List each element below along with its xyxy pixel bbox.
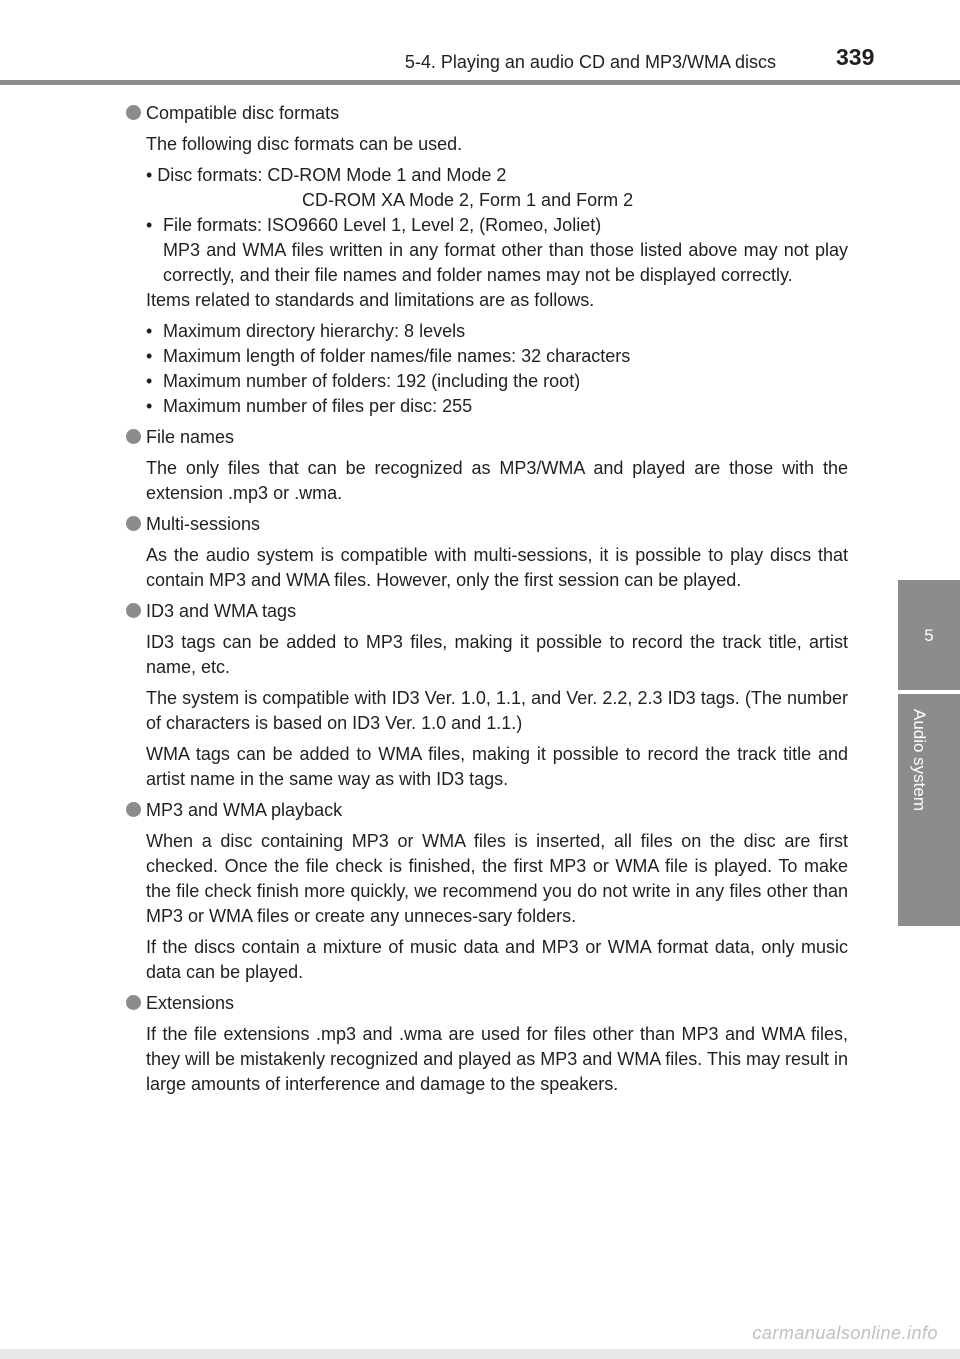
disc-formats-line-cont: CD-ROM XA Mode 2, Form 1 and Form 2 bbox=[302, 190, 634, 210]
section-title: 5-4. Playing an audio CD and MP3/WMA discs bbox=[404, 52, 776, 72]
list-bullet: • bbox=[146, 346, 153, 366]
paragraph: If the discs contain a mixture of music data and MP3 or WMA format data, only music data can be played. bbox=[146, 937, 848, 982]
list-bullet: • bbox=[146, 215, 153, 235]
section-compatible-disc-formats bbox=[126, 101, 848, 419]
page-number: 339 bbox=[836, 44, 875, 70]
list-bullet: • bbox=[146, 321, 153, 341]
section-extensions bbox=[126, 991, 848, 1097]
chapter-label-tab bbox=[898, 694, 960, 926]
limit-text: Maximum length of folder names/file names: 32 characters bbox=[163, 346, 631, 366]
header-rule bbox=[0, 80, 960, 85]
list-item bbox=[146, 319, 848, 344]
section-id3-wma-tags bbox=[126, 599, 848, 792]
section-heading: Compatible disc formats bbox=[146, 103, 340, 123]
list-item bbox=[146, 394, 848, 419]
section-heading: File names bbox=[146, 427, 235, 447]
paragraph: WMA tags can be added to WMA files, making it possible to record the track title and artist name in the same way as with ID3 tags. bbox=[146, 744, 848, 789]
list-item bbox=[146, 369, 848, 394]
limits-intro: Items related to standards and limitations are as follows. bbox=[146, 290, 595, 310]
limit-text: Maximum directory hierarchy: 8 levels bbox=[163, 321, 466, 341]
chapter-number: 5 bbox=[924, 626, 934, 645]
list-item bbox=[146, 344, 848, 369]
paragraph: The system is compatible with ID3 Ver. 1.0, 1.1, and Ver. 2.2, 2.3 ID3 tags. (The number of characters is based on ID3 Ver. 1.0 and 1.1.) bbox=[146, 688, 848, 733]
paragraph: If the file extensions .mp3 and .wma are used for files other than MP3 and WMA files, they will be mistakenly recognized and played as MP3 and WMA files. This may result in large amounts of interference and damage to the speakers. bbox=[146, 1024, 848, 1094]
limit-text: Maximum number of folders: 192 (including the root) bbox=[163, 371, 581, 391]
bullet-dot-icon bbox=[126, 429, 141, 444]
list-bullet: • bbox=[146, 396, 153, 416]
bullet-dot-icon bbox=[126, 802, 141, 817]
section-intro: The following disc formats can be used. bbox=[146, 134, 463, 154]
bullet-dot-icon bbox=[126, 516, 141, 531]
file-formats-note-text: MP3 and WMA files written in any format other than those listed above may not play correctly, and their file names and folder names may not be displayed correctly. bbox=[163, 240, 848, 285]
format-list bbox=[146, 163, 848, 288]
footer-bar bbox=[0, 1349, 960, 1359]
page-content bbox=[126, 95, 848, 1097]
paragraph: As the audio system is compatible with multi-sessions, it is possible to play discs that contain MP3 and WMA files. However, only the first session can be played. bbox=[146, 545, 848, 590]
limits-list bbox=[146, 319, 848, 419]
bullet-dot-icon bbox=[126, 995, 141, 1010]
file-formats-line: File formats: ISO9660 Level 1, Level 2, (Romeo, Joliet) bbox=[163, 215, 602, 235]
section-file-names bbox=[126, 425, 848, 506]
disc-formats-line: • Disc formats: CD-ROM Mode 1 and Mode 2 bbox=[146, 165, 507, 185]
chapter-label: Audio system bbox=[910, 708, 929, 812]
section-mp3-wma-playback bbox=[126, 798, 848, 985]
list-item bbox=[146, 213, 848, 238]
list-bullet: • bbox=[146, 371, 153, 391]
watermark: carmanualsonline.info bbox=[752, 1323, 938, 1343]
bullet-dot-icon bbox=[126, 105, 141, 120]
limit-text: Maximum number of files per disc: 255 bbox=[163, 396, 473, 416]
paragraph: The only files that can be recognized as MP3/WMA and played are those with the extension .mp3 or .wma. bbox=[146, 458, 848, 503]
bullet-dot-icon bbox=[126, 603, 141, 618]
file-formats-note bbox=[146, 238, 848, 288]
section-heading: MP3 and WMA playback bbox=[146, 800, 343, 820]
section-multi-sessions bbox=[126, 512, 848, 593]
section-heading: Multi-sessions bbox=[146, 514, 261, 534]
paragraph: ID3 tags can be added to MP3 files, making it possible to record the track title, artist name, etc. bbox=[146, 632, 848, 677]
paragraph: When a disc containing MP3 or WMA files is inserted, all files on the disc are first checked. Once the file check is finished, the first MP3 or WMA file is played. To make the file check finish more quickly, we recommend you do not write in any files other than MP3 or WMA files or create any unneces-sary folders. bbox=[146, 831, 848, 926]
section-heading: ID3 and WMA tags bbox=[146, 601, 297, 621]
section-heading: Extensions bbox=[146, 993, 235, 1013]
